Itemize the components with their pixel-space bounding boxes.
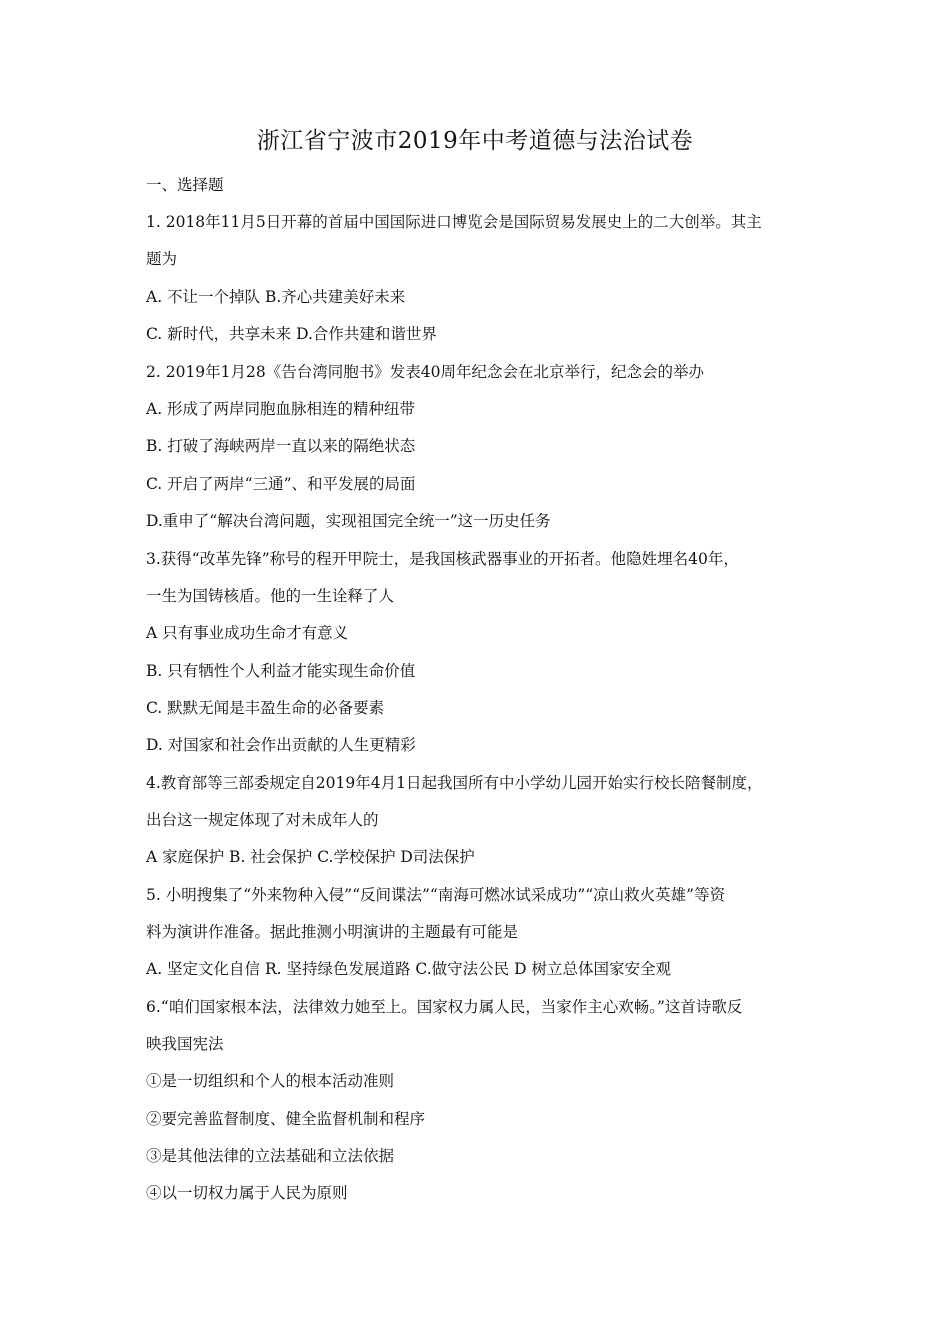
- question-1-option-ab: A. 不让一个掉队 B.齐心共建美好未来: [146, 288, 406, 306]
- question-4-line-1: 4.教育部等三部委规定自2019年4月1日起我国所有中小学幼儿园开始实行校长陪餐制度，: [146, 774, 763, 792]
- question-3-line-2: 一生为国铸核盾。他的一生诠释了人: [146, 587, 395, 605]
- question-5-line-1: 5. 小明搜集了“外来物种入侵”“反间谍法”“南海可燃冰试采成功”“凉山救火英雄”等资: [146, 886, 726, 904]
- question-6-statement-4: ④以一切权力属于人民为原则: [146, 1184, 348, 1202]
- document-title: 浙江省宁波市2019年中考道德与法治试卷: [256, 128, 694, 154]
- section-heading: 一、选择题: [146, 176, 224, 194]
- question-2-option-a: A. 形成了两岸同胞血脉相连的精种纽带: [146, 400, 416, 418]
- question-5-options: A. 坚定文化自信 R. 坚持绿色发展道路 C.做守法公民 D 树立总体国家安全观: [146, 960, 671, 978]
- question-1-line-1: 1. 2018年11月5日开幕的首届中国国际进口博览会是国际贸易发展史上的二大创举。其主: [146, 213, 762, 231]
- question-2-option-d: D.重申了“解决台湾问题，实现祖国完全统一”这一历史任务: [146, 512, 551, 530]
- question-4-line-2: 出台这一规定体现了对未成年人的: [146, 811, 379, 829]
- question-5-line-2: 料为演讲作准备。据此推测小明演讲的主题最有可能是: [146, 923, 519, 941]
- question-2-option-b: B. 打破了海峡两岸一直以来的隔绝状态: [146, 437, 416, 455]
- question-2-option-c: C. 开启了两岸“三通”、和平发展的局面: [146, 475, 416, 493]
- question-3-option-b: B. 只有牺性个人利益才能实现生命价值: [146, 662, 416, 680]
- question-6-statement-3: ③是其他法律的立法基础和立法依据: [146, 1147, 395, 1165]
- question-6-statement-1: ①是一切组织和个人的根本活动准则: [146, 1072, 395, 1090]
- question-3-option-a: A 只有事业成功生命才有意义: [146, 624, 349, 642]
- question-1-line-2: 题为: [146, 250, 178, 268]
- question-6-line-2: 映我国宪法: [146, 1035, 224, 1053]
- question-3-option-d: D. 对国家和社会作出贡献的人生更精彩: [146, 736, 416, 754]
- question-4-options: A 家庭保护 B. 社会保护 C.学校保护 D司法保护: [146, 848, 475, 866]
- question-3-line-1: 3.获得“改革先锋”称号的程开甲院士，是我国核武器事业的开拓者。他隐姓埋名40年，: [146, 550, 739, 568]
- question-1-option-cd: C. 新时代，共享未来 D.合作共建和谐世界: [146, 325, 437, 343]
- question-3-option-c: C. 默默无闻是丰盈生命的必备要素: [146, 699, 385, 717]
- question-6-statement-2: ②要完善监督制度、健全监督机制和程序: [146, 1110, 426, 1128]
- question-2-stem: 2. 2019年1月28《告台湾同胞书》发表40周年纪念会在北京举行，纪念会的举办: [146, 363, 704, 381]
- question-6-line-1: 6.“咱们国家根本法，法律效力她至上。国家权力属人民，当家作主心欢畅。”这首诗歌反: [146, 998, 743, 1016]
